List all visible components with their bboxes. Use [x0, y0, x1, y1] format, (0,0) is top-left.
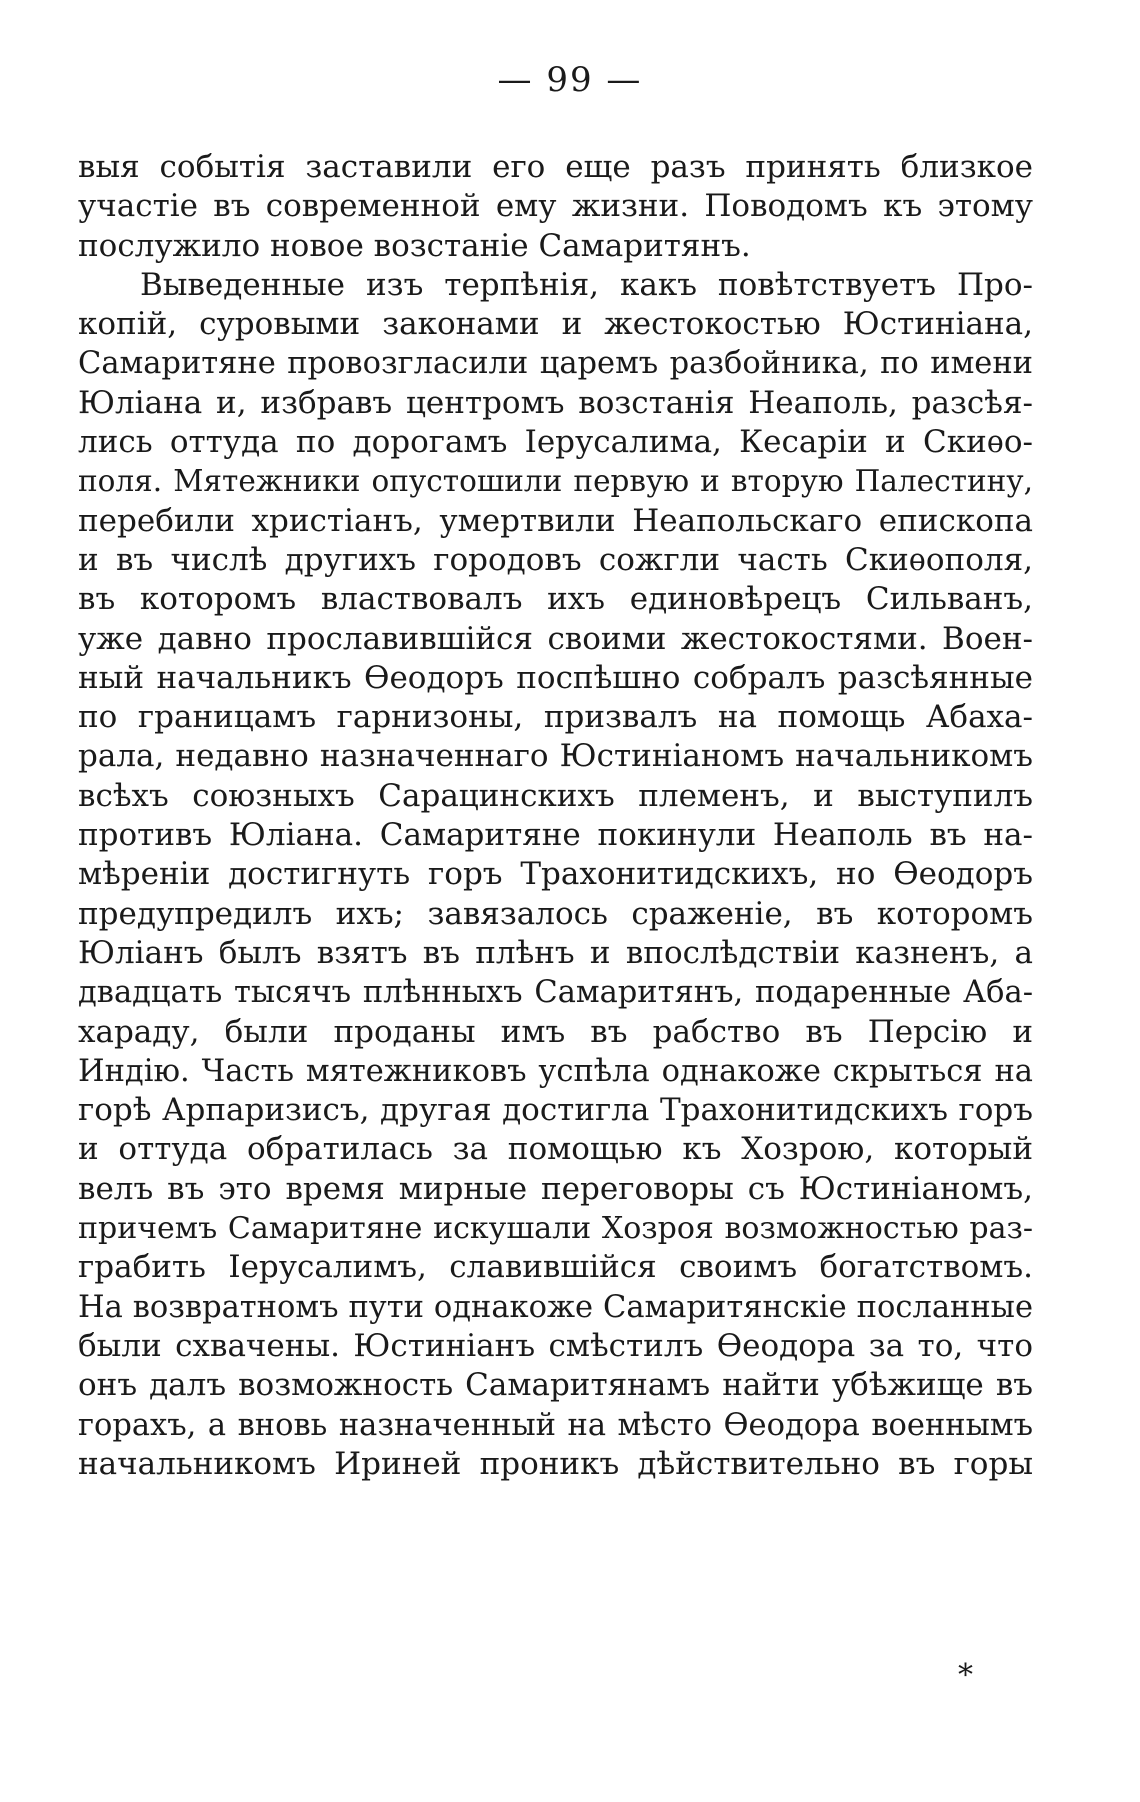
text-line: ный начальникъ Ѳеодоръ поспѣшно собралъ разсѣянные: [78, 659, 1033, 696]
text-line: участіе въ современной ему жизни. Поводомъ къ этому: [78, 188, 1033, 225]
page-number: — 99 —: [497, 60, 643, 100]
text-line: противъ Юліана. Самаритяне покинули Неаполь въ на-: [78, 817, 1033, 854]
text-line: двадцать тысячъ плѣнныхъ Самаритянъ, подаренные Аба-: [78, 975, 1033, 1011]
text-line: На возвратномъ пути однакоже Самаритянскіе посланные: [78, 1289, 1033, 1325]
text-line: Юліана и, избравъ центромъ возстанія Неаполь, разсѣя-: [78, 384, 1033, 421]
text-line: велъ въ это время мирные переговоры съ Юстиніаномъ,: [78, 1170, 1033, 1207]
text-line: рала, недавно назначеннаго Юстиніаномъ начальникомъ: [78, 738, 1033, 775]
text-line: горѣ Арпаризисъ, другая достигла Трахонитидскихъ горъ: [78, 1092, 1033, 1129]
text-line: онъ далъ возможность Самаритянамъ найти убѣжище въ: [78, 1367, 1033, 1404]
body-text: [78, 148, 1033, 1484]
text-line: поля. Мятежники опустошили первую и вторую Палестину,: [78, 464, 1033, 499]
text-line: и оттуда обратилась за помощью къ Хозрою, который: [78, 1131, 1033, 1168]
text-line: и въ числѣ другихъ городовъ сожгли часть Скиѳополя,: [78, 541, 1033, 578]
signature-mark: *: [958, 1658, 973, 1693]
text-line: лись оттуда по дорогамъ Іерусалима, Кесаріи и Скиѳо-: [78, 424, 1033, 461]
text-line: Самаритяне провозгласили царемъ разбойника, по имени: [78, 346, 1033, 382]
text-line: мѣреніи достигнуть горъ Трахонитидскихъ, но Ѳеодоръ: [78, 856, 1033, 893]
text-line: копій, суровыми законами и жестокостью Юстиніана,: [78, 306, 1033, 343]
text-line: причемъ Самаритяне искушали Хозроя возможностью раз-: [78, 1211, 1033, 1247]
text-line: всѣхъ союзныхъ Сарацинскихъ племенъ, и выступилъ: [78, 777, 1033, 814]
text-line: горахъ, а вновь назначенный на мѣсто Ѳеодора военнымъ: [78, 1407, 1033, 1443]
text-line: были схвачены. Юстиніанъ смѣстилъ Ѳеодора за то, что: [78, 1327, 1033, 1364]
text-line: выя событія заставили его еще разъ принять близкое: [78, 149, 1033, 185]
text-line: перебили христіанъ, умертвили Неапольскаго епископа: [78, 502, 1033, 539]
text-line: хараду, были проданы имъ въ рабство въ Персію и: [78, 1013, 1033, 1050]
text-line: по границамъ гарнизоны, призвалъ на помощь Абаха-: [78, 699, 1033, 736]
text-line: грабить Іерусалимъ, славившійся своимъ богатствомъ.: [78, 1249, 1033, 1286]
text-line: въ которомъ властвовалъ ихъ единовѣрецъ Сильванъ,: [78, 581, 1033, 618]
text-line: начальникомъ Ириней проникъ дѣйствительно въ горы: [78, 1445, 1033, 1482]
paragraph-first-line: Выведенные изъ терпѣнія, какъ повѣтствуетъ Про-: [140, 266, 1033, 303]
text-line: Юліанъ былъ взятъ въ плѣнъ и впослѣдствіи казненъ, а: [78, 934, 1033, 971]
text-line: послужило новое возстаніе Самаритянъ.: [78, 227, 751, 264]
text-line: уже давно прославившійся своими жестокостями. Воен-: [78, 620, 1033, 657]
text-line: Индію. Часть мятежниковъ успѣла однакоже скрыться на: [78, 1053, 1033, 1089]
text-line: предупредилъ ихъ; завязалось сраженіе, въ которомъ: [78, 895, 1033, 932]
